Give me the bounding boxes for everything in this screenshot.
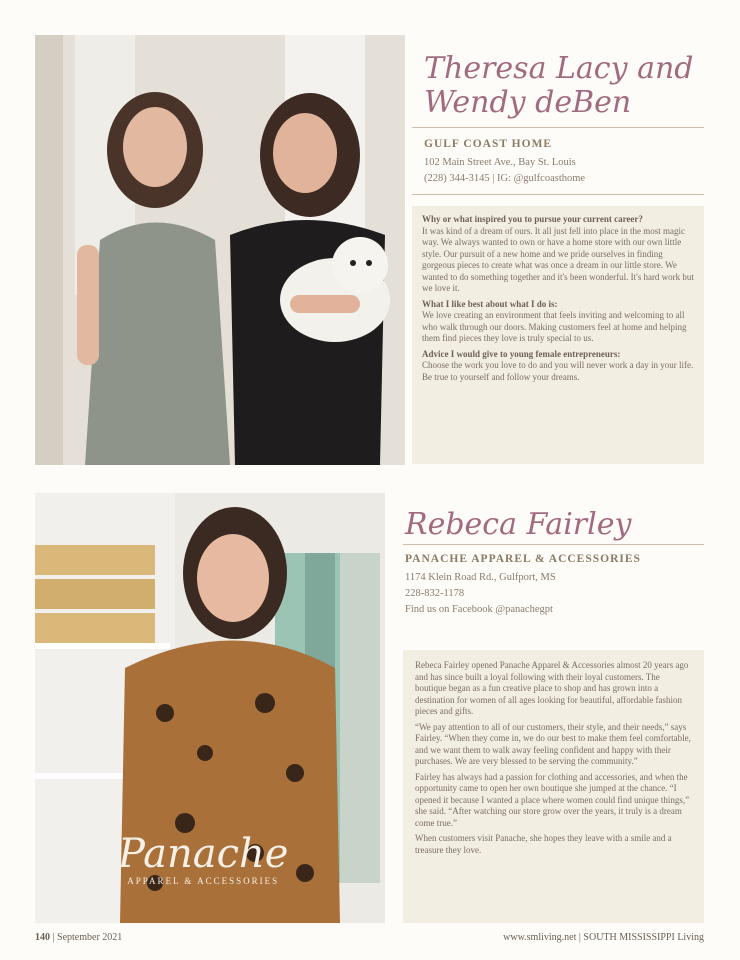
footer-separator: |	[52, 932, 58, 943]
qa-question: Why or what inspired you to pursue your current career?	[422, 214, 643, 224]
page-number: 140	[35, 932, 50, 943]
profile1-qa	[422, 214, 696, 387]
profile2-business: PANACHE APPAREL & ACCESSORIES	[405, 553, 641, 565]
profile1-address: 102 Main Street Ave., Bay St. Louis	[424, 157, 576, 168]
qa-answer: It was kind of a dream of ours. It all just fell into place in the most magic way. We always wanted to own or have a home store with our own little style. Our pursuit of a new home and we pride ourselves in finding gorgeous pieces to create what was once a dream in our little store. We wanted to do something together and it's been wonderful. It's hard work but we love it.	[422, 225, 694, 293]
profile2-phone: 228-832-1178	[405, 588, 465, 599]
footer-left	[35, 932, 122, 943]
issue-date: September 2021	[57, 932, 123, 943]
footer-right	[503, 932, 704, 943]
body-paragraph: When customers visit Panache, she hopes they leave with a smile and a treasure they love.	[415, 833, 672, 855]
body-paragraph: Fairley has always had a passion for clothing and accessories, and when the opportunity came to open her own boutique she jumped at the chance. “I opened it because I wanted a place where women could find unique things,” she said. “After watching our store grow over the years, it truly is a dream come true.”	[415, 771, 690, 828]
profile1-divider-2	[412, 194, 704, 195]
profile1-divider	[412, 127, 704, 128]
footer-separator: |	[578, 932, 584, 943]
profile2-body-panel	[403, 650, 704, 923]
profile1-contact: (228) 344-3145 | IG: @gulfcoasthome	[424, 173, 586, 184]
profile1-name-line1: Theresa Lacy and	[424, 51, 694, 86]
website-link[interactable]: www.smliving.net	[503, 932, 577, 943]
qa-answer: Choose the work you love to do and you will never work a day in your life. Be true to yourself and follow your dreams.	[422, 360, 694, 382]
profile1-business: GULF COAST HOME	[424, 138, 553, 150]
profile2-divider	[403, 544, 704, 545]
magazine-name: SOUTH MISSISSIPPI Living	[583, 932, 704, 943]
profile2-name: Rebeca Fairley	[405, 507, 632, 542]
theresa-wendy-photo	[35, 35, 405, 465]
profile1-name-line2: Wendy deBen	[424, 85, 632, 120]
store-interior-illustration	[35, 35, 405, 465]
profile1-qa-panel	[412, 206, 704, 464]
profile2-body	[415, 660, 692, 860]
qa-question: Advice I would give to young female entrepreneurs:	[422, 348, 621, 359]
qa-answer: We love creating an environment that feels inviting and welcoming to all who walk through our doors. Making customers feel at home and helping them find pieces they love is truly special to us.	[422, 310, 687, 343]
logo-subtitle: APPAREL & ACCESSORIES	[127, 876, 280, 886]
body-paragraph: Rebeca Fairley opened Panache Apparel & Accessories almost 20 years ago and has since built a loyal following with their loyal customers. The boutique began as a fun creative place to shop and has grown into a destination for women of all ages looking for beautiful, affordable fashion pieces and gifts.	[415, 660, 689, 716]
panache-logo	[118, 832, 288, 886]
profile2-address: 1174 Klein Road Rd., Gulfport, MS	[405, 572, 556, 583]
profile2-social: Find us on Facebook @panachegpt	[405, 604, 553, 615]
body-paragraph: “We pay attention to all of our customers, their style, and their needs,” says Fairley. “When they come in, we do our best to make them feel comfortable, and we want them to walk away feeling confident and happy with their purchases. We are very blessed to be serving the community.”	[415, 721, 691, 766]
logo-title: Panache	[118, 831, 289, 877]
qa-question: What I like best about what I do is:	[422, 298, 558, 309]
